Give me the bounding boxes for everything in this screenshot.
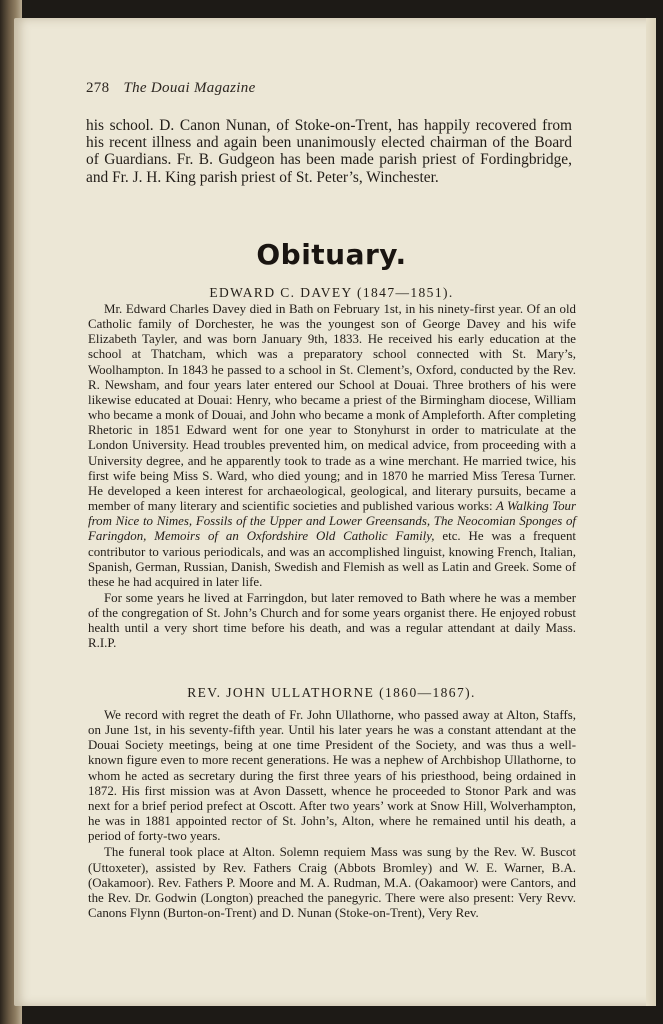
paragraph-text: etc. He was a frequent contributor to various periodicals, and was an accomplished linguist, knowing French, Italian, Spanish, German, Russian, Danish, Swedish and Flemish as well as Latin and Greek. Some of these he had acquired in later life. xyxy=(88,529,576,589)
running-head xyxy=(86,80,256,97)
page-number: 278 xyxy=(86,80,110,96)
intro-paragraph: his school. D. Canon Nunan, of Stoke-on-Trent, has happily recovered from his recent illness and again been unanimously elected chairman of the Board of Guardians. Fr. B. Gudgeon has been made parish priest of Fordingbridge, and Fr. J. H. King parish priest of St. Peter’s, Winchester. xyxy=(86,117,572,186)
obituary-paragraph: The funeral took place at Alton. Solemn requiem Mass was sung by the Rev. W. Buscot (Uttoxeter), assisted by Rev. Fathers Craig (Abbots Bromley) and W. E. Warner, B.A. (Oakamoor). Rev. Fathers P. Moore and M. A. Rudman, M.A. (Oakamoor) were Cantors, and the Rev. Dr. Godwin (Longton) preached the panegyric. There were also present: Very Revv. Canons Flynn (Burton-on-Trent) and D. Nunan (Stoke-on-Trent), Very Rev. xyxy=(88,845,576,921)
obituary-paragraph xyxy=(88,302,576,590)
section-title: Obituary. xyxy=(256,238,407,271)
obituary-paragraph: We record with regret the death of Fr. John Ullathorne, who passed away at Alton, Staffs, on June 1st, in his seventy-fifth year. Until his later years he was a constant attendant at the Douai Society meetings, being at one time President of the Society, and was thus a well-known figure even to more recent generations. He was a nephew of Archbishop Ullathorne, to whom he acted as secretary during the first three years of his priesthood, being ordained in 1872. His first mission was at Avon Dassett, whence he proceeded to Stonor Park and was next for a brief period prefect at Oscott. After two years’ work at Snow Hill, Wolverhampton, he was in 1881 appointed rector of St. John’s, Alton, where he remained until his death, a period of forty-two years. xyxy=(88,708,576,844)
obituary-body-davey xyxy=(88,302,576,652)
paragraph-text: Mr. Edward Charles Davey died in Bath on February 1st, in his ninety-first year. Of an old Catholic family of Dorchester, he was the youngest son of George Davey and his wife Elizabeth Tayler, and was born January 9th, 1833. He received his early education at the school at Thatcham, which was a preparatory school connected with St. Mary’s, Woolhampton. In 1843 he passed to a school in St. Clement’s, Oxford, conducted by the Rev. R. Newsham, and four years later entered our School at Douai. Three brothers of his were likewise educated at Douai: Henry, who became a priest of the Birmingham diocese, William who became a monk of Douai, and John who became a monk of Ampleforth. After completing Rhetoric in 1851 Edward went for one year to Stonyhurst in order to matriculate at the London University. Head troubles prevented him, on medical advice, from proceeding with a University degree, and he apparently took to trade as a wine merchant. He married twice, his first wife being Miss S. Ward, who died young; and in 1870 he married Miss Teresa Turner. He developed a keen interest for archaeological, geological, and literary pursuits, became a member of many literary and scientific societies and published various works: xyxy=(88,302,576,514)
book-titles: A Walking Tour from Nice to Nimes, Fossils of the Upper and Lower Greensands, The Neocomian Sponges of Faringdon, Memoirs of an Oxfordshire Old Catholic Family, xyxy=(88,499,576,544)
magazine-title: The Douai Magazine xyxy=(123,80,256,96)
page-edge xyxy=(646,18,656,1006)
obituary-body-ullathorne xyxy=(88,708,576,921)
obituary-heading-ullathorne: REV. JOHN ULLATHORNE (1860—1867). xyxy=(187,685,476,700)
obituary-heading-davey: EDWARD C. DAVEY (1847—1851). xyxy=(209,285,454,300)
obituary-paragraph: For some years he lived at Farringdon, but later removed to Bath where he was a member of the congregation of St. John’s Church and for some years organist there. He enjoyed robust health until a very short time before his death, and was a regular attendant at daily Mass. R.I.P. xyxy=(88,590,576,651)
